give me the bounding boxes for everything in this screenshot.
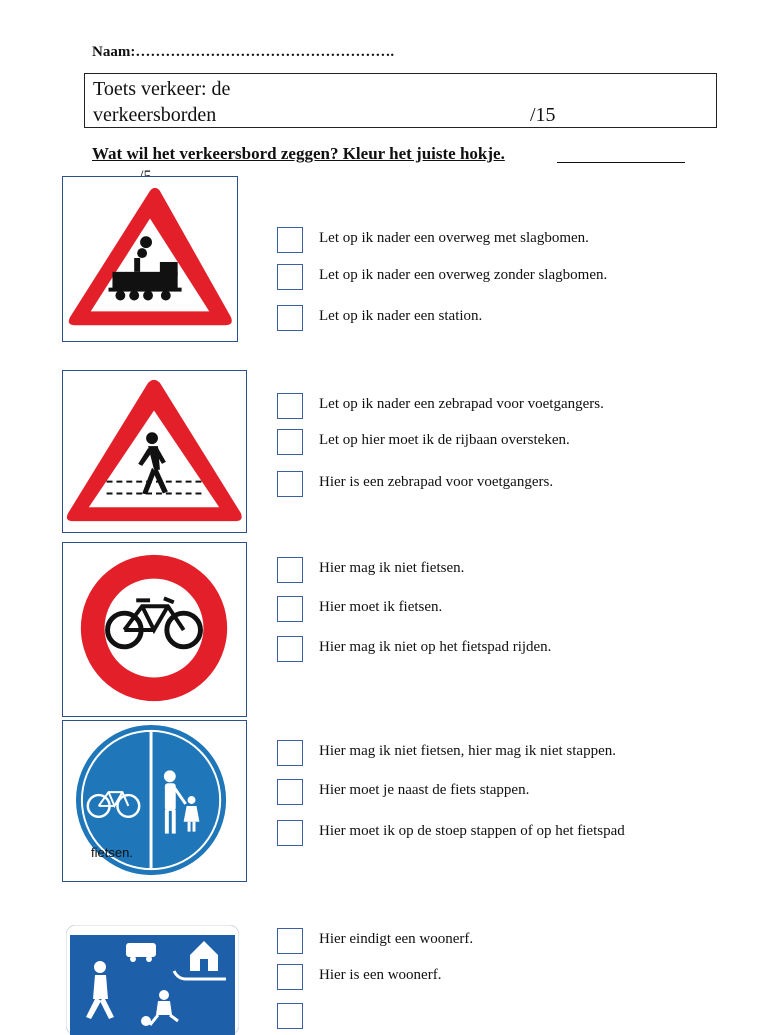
answer-checkbox[interactable] (277, 227, 303, 253)
no-cycling-sign-icon (62, 542, 247, 717)
answer-checkbox[interactable] (277, 636, 303, 662)
answer-label: Hier mag ik niet fietsen. (319, 560, 465, 576)
woonerf-residential-zone-sign-icon (66, 925, 239, 1035)
answer-label: Hier eindigt een woonerf. (319, 931, 474, 947)
answer-label: Hier moet je naast de fiets stappen. (319, 782, 530, 798)
answer-label: Hier is een zebrapad voor voetgangers. (319, 474, 554, 490)
answer-checkbox[interactable] (277, 429, 303, 455)
answer-checkbox[interactable] (277, 393, 303, 419)
answer-label: Hier mag ik niet op het fietspad rijden. (319, 639, 552, 655)
pedestrian-crossing-warning-sign-icon (62, 370, 247, 533)
answer-checkbox[interactable] (277, 779, 303, 805)
test-title-line-1: Toets verkeer: de (93, 78, 231, 100)
split-cycle-pedestrian-path-sign-icon (62, 720, 247, 882)
sign-caption-overflow-text: fietsen. (91, 845, 133, 860)
answer-checkbox[interactable] (277, 557, 303, 583)
answer-label: Let op hier moet ik de rijbaan oversteken. (319, 432, 570, 448)
name-field-label: Naam:……………………………………………. (92, 44, 395, 60)
test-title-line-2: verkeersborden (93, 104, 217, 126)
railroad-crossing-without-barriers-sign-icon (62, 176, 238, 342)
answer-label: Hier mag ik niet fietsen, hier mag ik niet stappen. (319, 743, 616, 759)
answer-checkbox[interactable] (277, 1003, 303, 1029)
answer-checkbox[interactable] (277, 264, 303, 290)
answer-checkbox[interactable] (277, 305, 303, 331)
title-box (84, 73, 717, 128)
answer-checkbox[interactable] (277, 471, 303, 497)
answer-label: Let op ik nader een zebrapad voor voetgangers. (319, 396, 604, 412)
answer-label: Hier moet ik fietsen. (319, 599, 443, 615)
answer-label: Let op ik nader een station. (319, 308, 483, 324)
answer-label: Hier moet ik op de stoep stappen of op het fietspad (319, 823, 625, 839)
answer-label: Hier is een woonerf. (319, 967, 442, 983)
answer-checkbox[interactable] (277, 596, 303, 622)
answer-checkbox[interactable] (277, 820, 303, 846)
section-instruction: Wat wil het verkeersbord zeggen? Kleur het juiste hokje. (92, 144, 505, 163)
answer-label: Let op ik nader een overweg met slagbomen. (319, 230, 589, 246)
answer-checkbox[interactable] (277, 964, 303, 990)
instruction-underline (557, 162, 685, 163)
answer-checkbox[interactable] (277, 928, 303, 954)
total-score: /15 (530, 104, 556, 126)
answer-checkbox[interactable] (277, 740, 303, 766)
answer-label: Let op ik nader een overweg zonder slagbomen. (319, 267, 608, 283)
